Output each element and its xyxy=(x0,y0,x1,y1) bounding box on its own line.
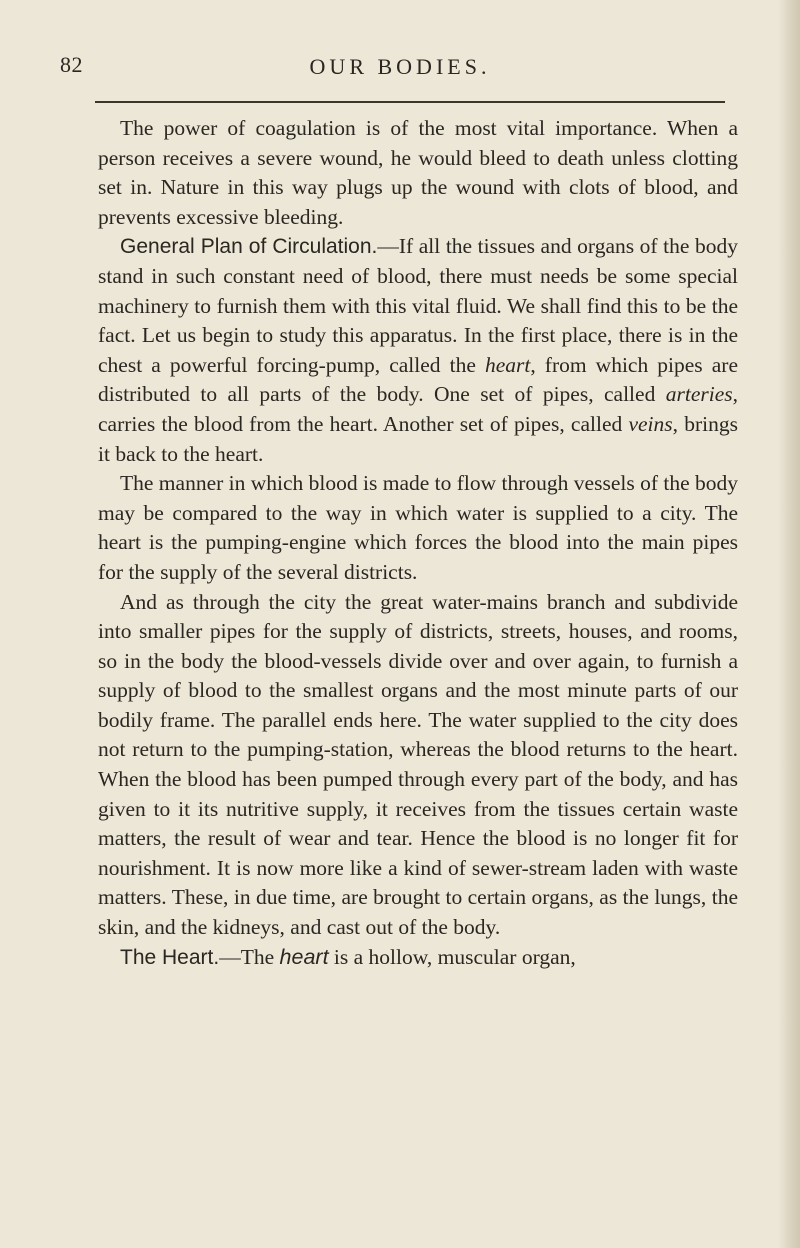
text-segment: , from which pipes are distributed to all parts of the body. One set of pipes, called xyxy=(98,352,738,407)
text-segment: —The xyxy=(219,944,280,969)
page-number: 82 xyxy=(60,52,83,77)
running-head: OUR BODIES. xyxy=(309,54,491,79)
section-heading-general-plan: General Plan of Circulation. xyxy=(120,235,378,259)
term-heart-sans: heart xyxy=(279,944,329,969)
text-segment: , carries the blood from the heart. Another set of pipes, called xyxy=(98,382,738,436)
text-segment: , brings it back to the heart. xyxy=(98,411,738,466)
paragraph-general-plan xyxy=(98,232,738,469)
page-header xyxy=(0,52,800,92)
paragraph-the-heart xyxy=(98,943,738,973)
paragraph-water-mains: And as through the city the great water-mains branch and subdivide into smaller pipes for the supply of districts, streets, houses, and rooms, so in the body the blood-vessels divide over and over again, to furnish a supply of blood to the smallest organs and the most minute parts of our bodily frame. The parallel ends here. The water supplied to the city does not return to the pumping-station, whereas the blood returns to the heart. When the blood has been pumped through every part of the body, and has given to it its nutritive supply, it receives from the tissues certain waste matters, the result of wear and tear. Hence the blood is no longer fit for nourishment. It is now more like a kind of sewer-stream laden with waste matters. These, in due time, are brought to certain organs, as the lungs, the skin, and the kidneys, and cast out of the body. xyxy=(98,589,738,940)
term-veins: veins xyxy=(628,411,673,436)
page-edge-shadow xyxy=(778,0,800,1248)
body-text xyxy=(98,114,738,972)
term-arteries: arteries xyxy=(665,382,733,407)
term-heart: heart xyxy=(484,352,531,377)
paragraph-coagulation: The power of coagulation is of the most vital importance. When a person receives a severe wound, he would bleed to death unless clotting set in. Nature in this way plugs up the wound with clots of blood, and prevents excessive bleeding. xyxy=(98,116,738,229)
paragraph-water-supply: The manner in which blood is made to flow through vessels of the body may be compared to the way in which water is supplied to a city. The heart is the pumping-engine which forces the blood into the main pipes for the supply of the several districts. xyxy=(98,471,739,584)
text-segment: is a hollow, muscular organ, xyxy=(328,944,576,969)
section-heading-the-heart: The Heart. xyxy=(120,945,220,969)
text-segment: —If all the tissues and organs of the body stand in such constant need of blood, there must needs be some special machinery to furnish them with this vital fluid. We shall find this to be the fact. Let us begin to study this apparatus. In the first place, there is in the chest a powerful forcing-pump, called the xyxy=(98,234,738,377)
header-rule xyxy=(95,101,725,103)
